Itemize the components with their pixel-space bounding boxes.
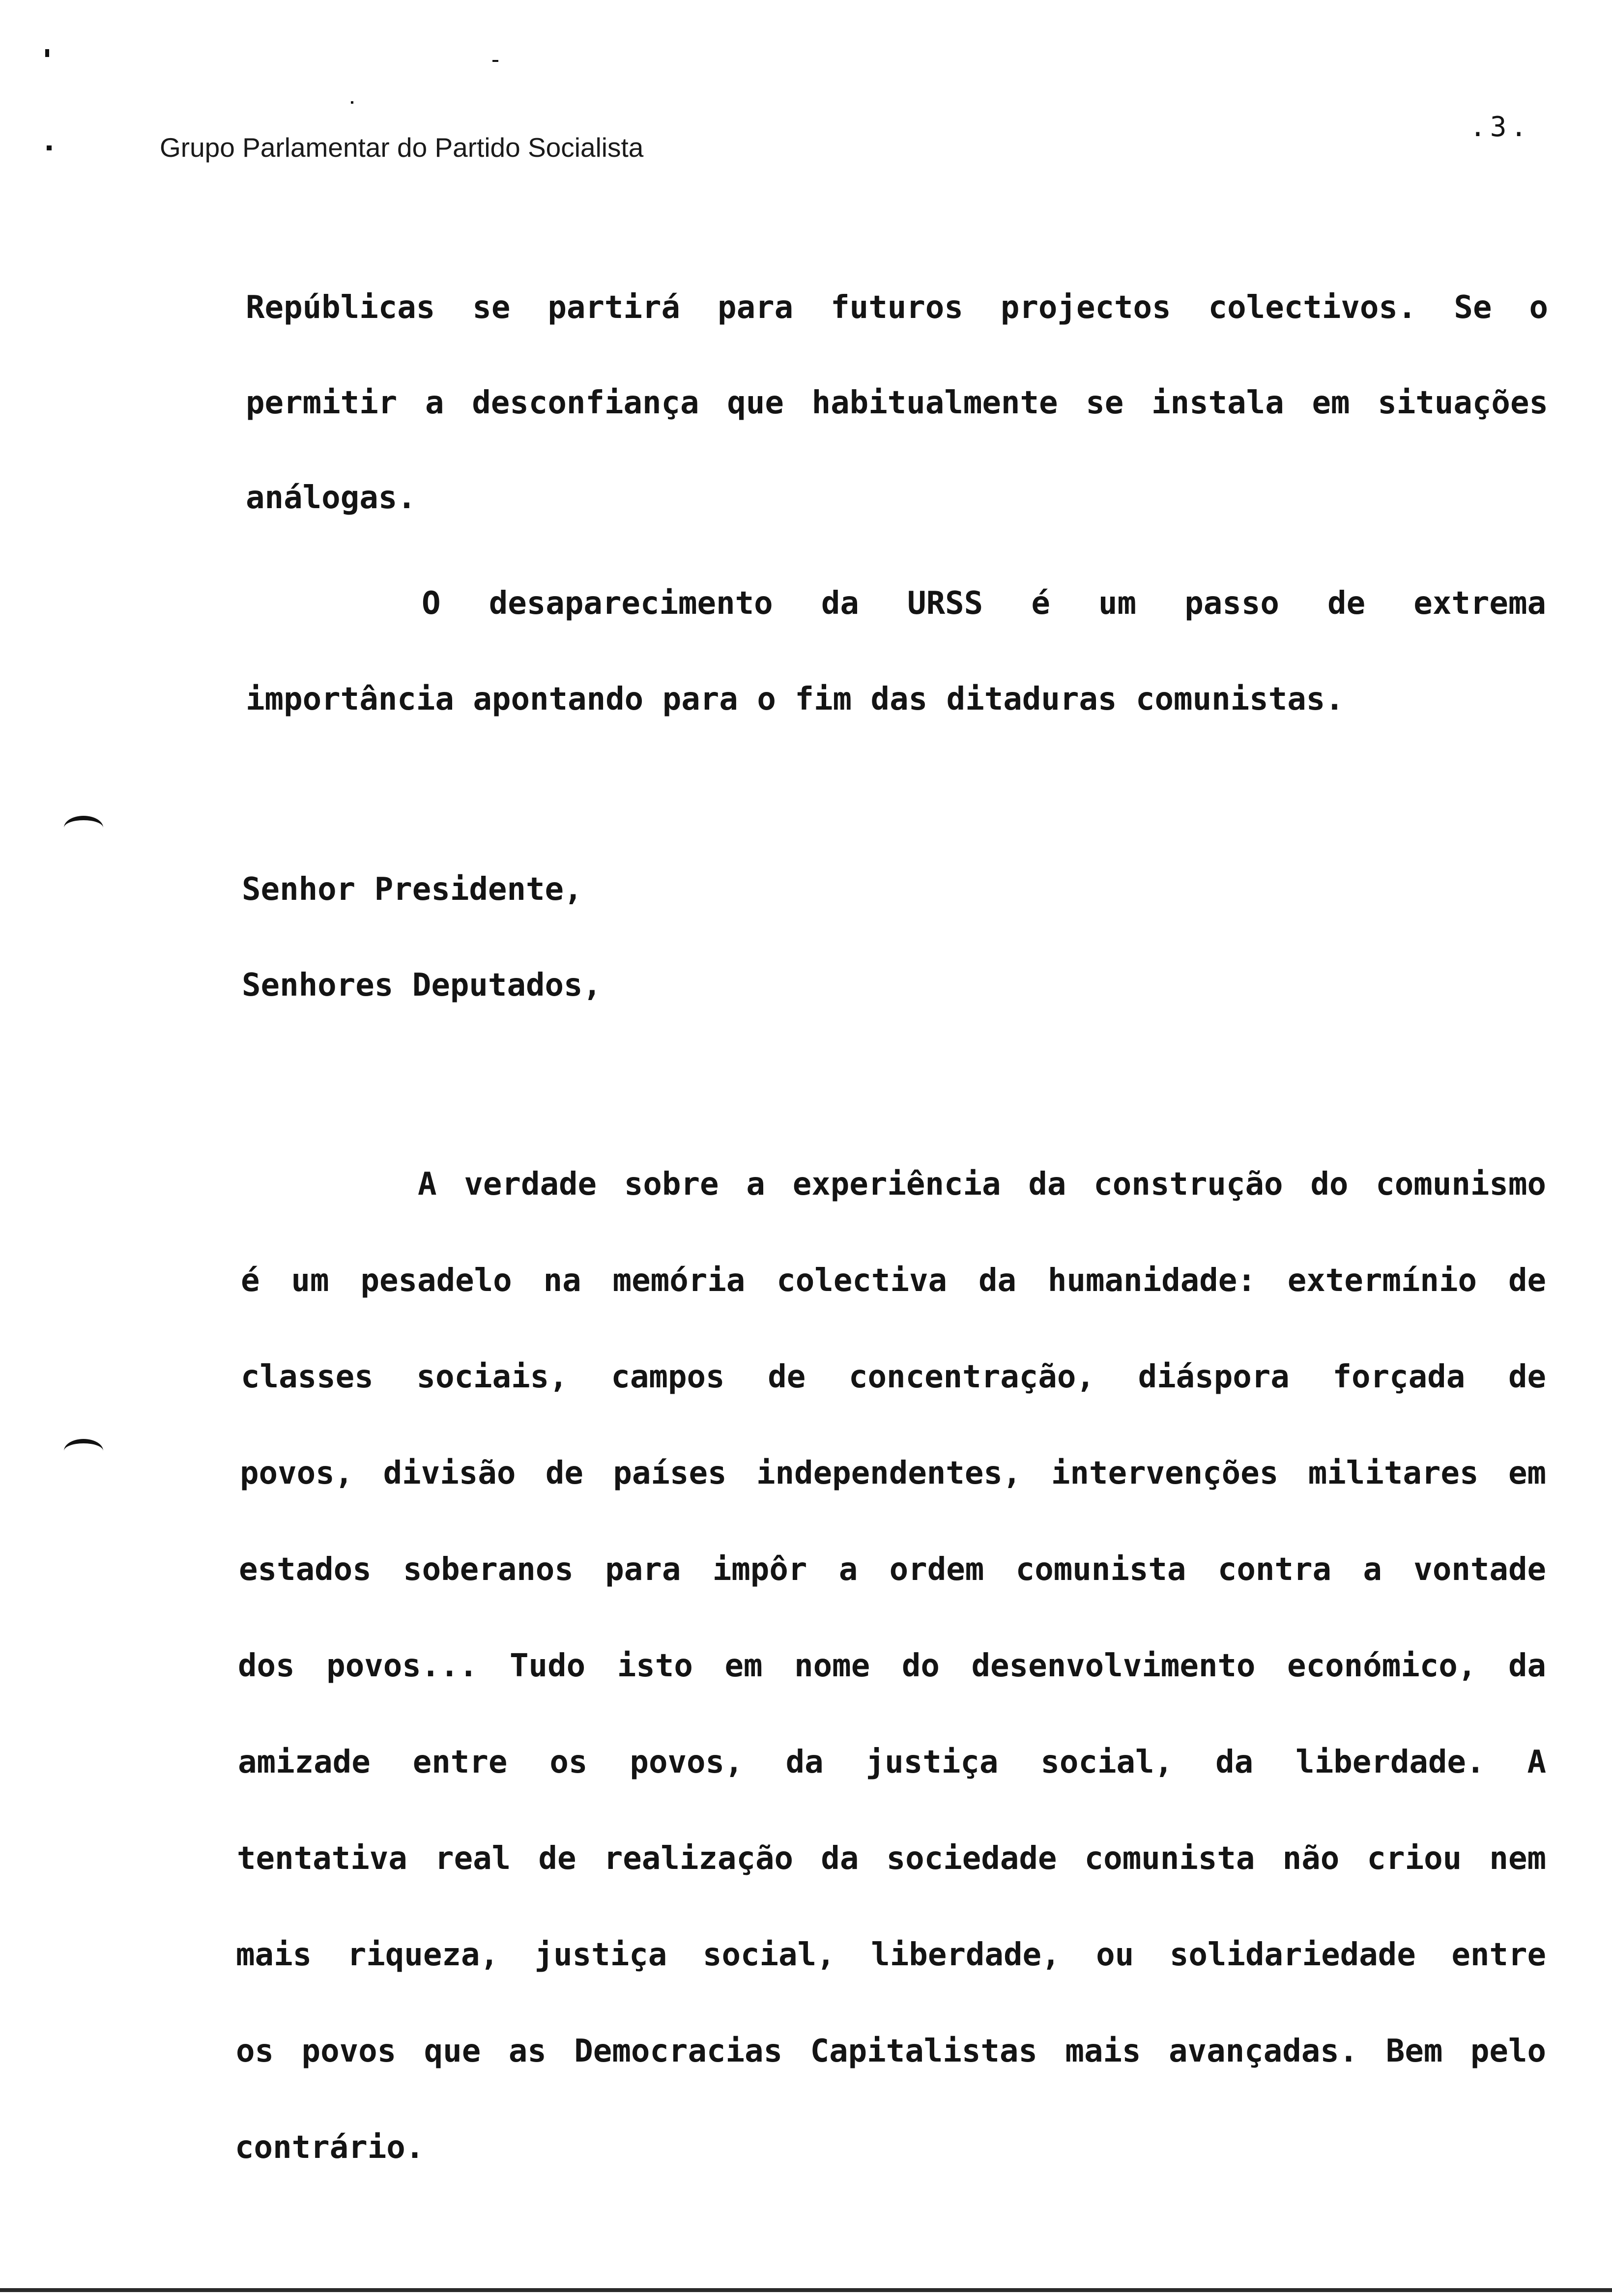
punch-hole-mark — [64, 816, 103, 840]
body-line: mais riqueza, justiça social, liberdade, ou solidariedade entre — [236, 1937, 1546, 1973]
body-line: O desaparecimento da URSS é um passo de extrema — [422, 585, 1546, 622]
body-line: tentativa real de realização da sociedade comunista não criou nem — [237, 1840, 1546, 1877]
punch-hole-mark — [64, 1439, 103, 1463]
body-line: amizade entre os povos, da justiça social, da liberdade. A — [238, 1744, 1546, 1780]
body-line: análogas. — [246, 480, 416, 516]
body-line: permitir a desconfiança que habitualmente se instala em situações — [246, 385, 1548, 421]
body-line: Repúblicas se partirá para futuros projectos colectivos. Se o — [246, 289, 1548, 326]
scan-mark — [45, 49, 49, 57]
body-line: povos, divisão de países independentes, intervenções militares em — [240, 1455, 1546, 1492]
page-edge — [0, 2288, 1612, 2292]
salutation-line: Senhores Deputados, — [242, 967, 602, 1004]
body-line: contrário. — [235, 2129, 425, 2166]
body-line: os povos que as Democracias Capitalistas mais avançadas. Bem pelo — [236, 2033, 1546, 2069]
scan-mark — [492, 60, 498, 62]
body-line: classes sociais, campos de concentração, diáspora forçada de — [241, 1359, 1546, 1395]
scan-mark — [351, 101, 353, 104]
scan-mark — [47, 145, 52, 150]
body-line: importância apontando para o fim das ditaduras comunistas. — [246, 681, 1344, 718]
body-line: é um pesadelo na memória colectiva da humanidade: extermínio de — [241, 1263, 1546, 1299]
letterhead: Grupo Parlamentar do Partido Socialista — [160, 132, 644, 163]
page-number: .3. — [1469, 111, 1531, 143]
salutation-line: Senhor Presidente, — [242, 871, 583, 908]
body-line: A verdade sobre a experiência da construção do comunismo — [418, 1166, 1546, 1203]
body-line: estados soberanos para impôr a ordem comunista contra a vontade — [239, 1551, 1546, 1588]
body-line: dos povos... Tudo isto em nome do desenvolvimento económico, da — [238, 1648, 1546, 1684]
